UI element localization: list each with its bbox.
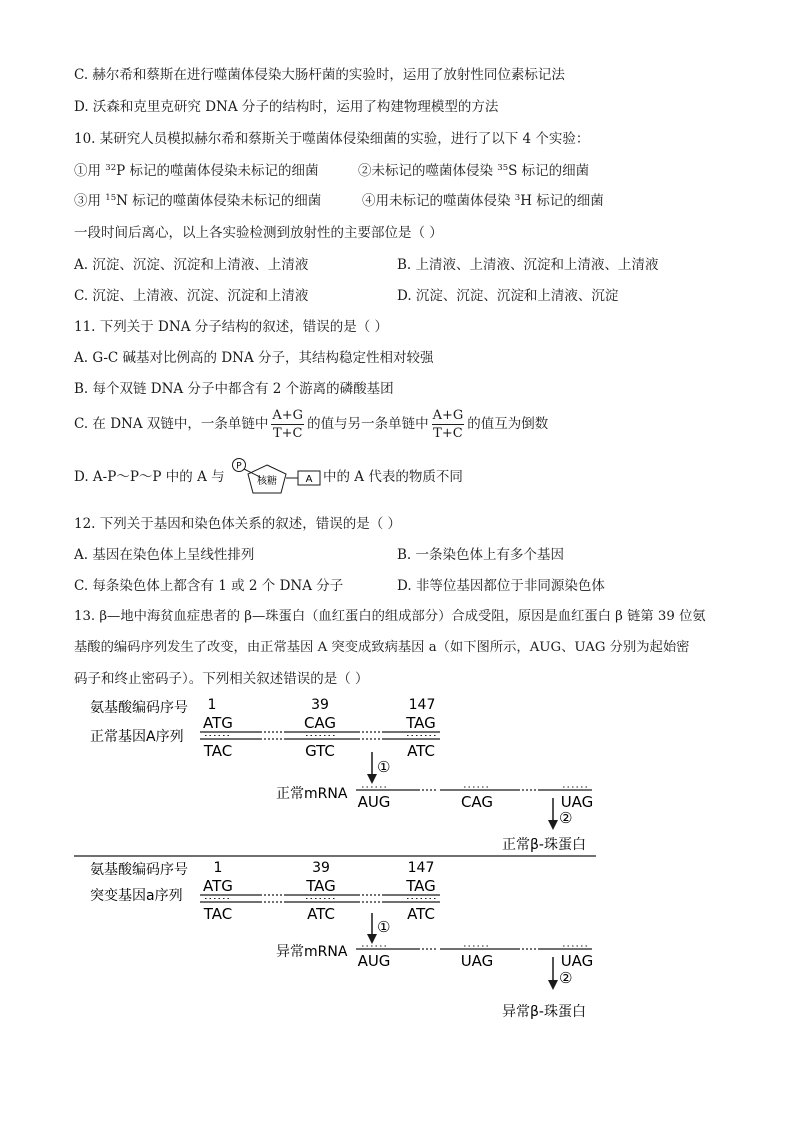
normal-top-codon-147: TAG (406, 714, 436, 732)
normal-gene-label: 正常基因A序列 (90, 729, 184, 745)
normal-step-1: ① (377, 758, 391, 776)
q10-option-d: D. 沉淀、沉淀、沉淀和上清液、沉淀 (397, 288, 619, 304)
normal-mrna-codon-stop: UAG (560, 793, 594, 811)
mutant-step-1: ① (377, 918, 391, 936)
q12-option-d: D. 非等位基因都位于非同源染色体 (397, 578, 605, 594)
base-label: A (305, 474, 313, 485)
mutant-top-codon-39: TAG (306, 877, 336, 895)
ribose-label: 核糖 (257, 476, 277, 487)
q9-option-c: C. 赫尔希和蔡斯在进行噬菌体侵染大肠杆菌的实验时，运用了放射性同位素标记法 (74, 67, 565, 83)
mutant-protein-label: 异常β-珠蛋白 (502, 1004, 586, 1020)
mutant-bottom-codon-1: TAC (203, 905, 233, 923)
normal-step-2: ② (559, 809, 573, 827)
mutant-mrna-label: 异常mRNA (276, 944, 348, 960)
mutant-mrna-codon-39: UAG (460, 952, 494, 970)
mutant-bottom-codon-147: ATC (407, 905, 435, 923)
q10-option-b: B. 上清液、上清液、沉淀和上清液、上清液 (397, 257, 659, 273)
normal-pos-1: 1 (207, 697, 217, 713)
q13-stem-line3: 码子和终止密码子）。下列相关叙述错误的是（ ） (74, 671, 369, 687)
normal-bottom-codon-1: TAC (203, 742, 233, 760)
mutant-top-codon-1: ATG (203, 877, 233, 895)
normal-bottom-codon-39: GTC (305, 742, 335, 760)
q10-stem-tail: 一段时间后离心，以上各实验检测到放射性的主要部位是（ ） (74, 225, 443, 241)
phosphate-label: P (236, 461, 242, 472)
normal-mrna-codon-start: AUG (357, 793, 391, 811)
normal-mrna-codon-39: CAG (460, 793, 494, 811)
q9-option-d: D. 沃森和克里克研究 DNA 分子的结构时，运用了构建物理模型的方法 (74, 99, 499, 115)
mutant-top-codon-147: TAG (406, 877, 436, 895)
fraction-ag-tc: $\frac{A+G}{T+C}$ (432, 408, 464, 441)
q11-option-b: B. 每个双链 DNA 分子中都含有 2 个游离的磷酸基团 (74, 381, 394, 397)
q10-option-c: C. 沉淀、上清液、沉淀、沉淀和上清液 (74, 288, 309, 304)
q12-option-a: A. 基因在染色体上呈线性排列 (74, 547, 255, 563)
q11-stem: 11. 下列关于 DNA 分子结构的叙述，错误的是（ ） (74, 319, 389, 335)
mutant-mrna-codon-stop: UAG (560, 952, 594, 970)
q11-option-d-prefix: D. A-P～P～P 中的 A 与 (74, 469, 225, 485)
normal-pos-147: 147 (408, 697, 436, 713)
q11-option-a: A. G-C 碱基对比例高的 DNA 分子，其结构稳定性相对较强 (74, 350, 434, 366)
normal-panel (90, 697, 593, 853)
mutant-mrna-codon-start: AUG (357, 952, 391, 970)
normal-transcription-arrowhead (367, 774, 377, 784)
q10-option-a: A. 沉淀、沉淀、沉淀和上清液、上清液 (74, 257, 309, 273)
normal-mrna-label: 正常mRNA (276, 786, 348, 802)
gene-mutation-diagram (0, 690, 794, 1030)
normal-seq-label: 氨基酸编码序号 (90, 700, 188, 716)
q11-option-c: C. 在 DNA 双链中，一条单链中 $\frac{A+G}{T+C}$ 的值与另一条单链中 $\frac{A+G}{T+C}$ 的值互为倒数 (74, 408, 549, 441)
mutant-pos-1: 1 (213, 860, 223, 876)
normal-dna-gaps (264, 732, 380, 739)
q10-experiment-2: ②未标记的噬菌体侵染 $^{35}$S 标记的细菌 (358, 163, 590, 179)
normal-pos-39: 39 (311, 697, 329, 713)
fraction-ag-tc: $\frac{A+G}{T+C}$ (272, 408, 304, 441)
mutant-transcription-arrowhead (367, 934, 377, 944)
mutant-bottom-codon-39: ATC (307, 905, 335, 923)
normal-bottom-codon-147: ATC (407, 742, 435, 760)
q10-experiment-3: ③用 $^{15}$N 标记的噬菌体侵染未标记的细菌 (74, 193, 322, 209)
normal-protein-label: 正常β-珠蛋白 (502, 837, 586, 853)
q12-stem: 12. 下列关于基因和染色体关系的叙述，错误的是（ ） (74, 516, 402, 532)
nucleotide-structure-icon (230, 454, 326, 500)
mutant-pos-147: 147 (407, 860, 435, 876)
mutant-panel (90, 860, 593, 1020)
q11-option-d-suffix: 中的 A 代表的物质不同 (323, 469, 463, 485)
mutant-gene-label: 突变基因a序列 (90, 888, 183, 904)
q12-option-b: B. 一条染色体上有多个基因 (397, 547, 565, 563)
q13-stem-line1: 13. β—地中海贫血症患者的 β—珠蛋白（血红蛋白的组成部分）合成受阻，原因是血红蛋白 β 链第 39 位氨 (74, 609, 706, 624)
mutant-dna-gaps (264, 895, 380, 902)
q10-experiment-4: ④用未标记的噬菌体侵染 $^3$H 标记的细菌 (362, 193, 604, 209)
q13-stem-line2: 基酸的编码序列发生了改变，由正常基因 A 突变成致病基因 a（如下图所示，AUG、UAG 分别为起始密 (74, 640, 690, 655)
normal-top-codon-1: ATG (203, 714, 233, 732)
normal-translation-arrowhead (548, 820, 558, 830)
mutant-step-2: ② (559, 969, 573, 987)
q10-experiment-1: ①用 $^{32}$P 标记的噬菌体侵染未标记的细菌 (74, 163, 319, 179)
normal-top-codon-39: CAG (303, 714, 337, 732)
mutant-translation-arrowhead (548, 980, 558, 990)
q10-stem: 10. 某研究人员模拟赫尔希和蔡斯关于噬菌体侵染细菌的实验，进行了以下 4 个实验： (74, 131, 590, 147)
mutant-pos-39: 39 (312, 860, 330, 876)
q12-option-c: C. 每条染色体上都含有 1 或 2 个 DNA 分子 (74, 578, 344, 594)
mutant-seq-label: 氨基酸编码序号 (90, 862, 188, 878)
